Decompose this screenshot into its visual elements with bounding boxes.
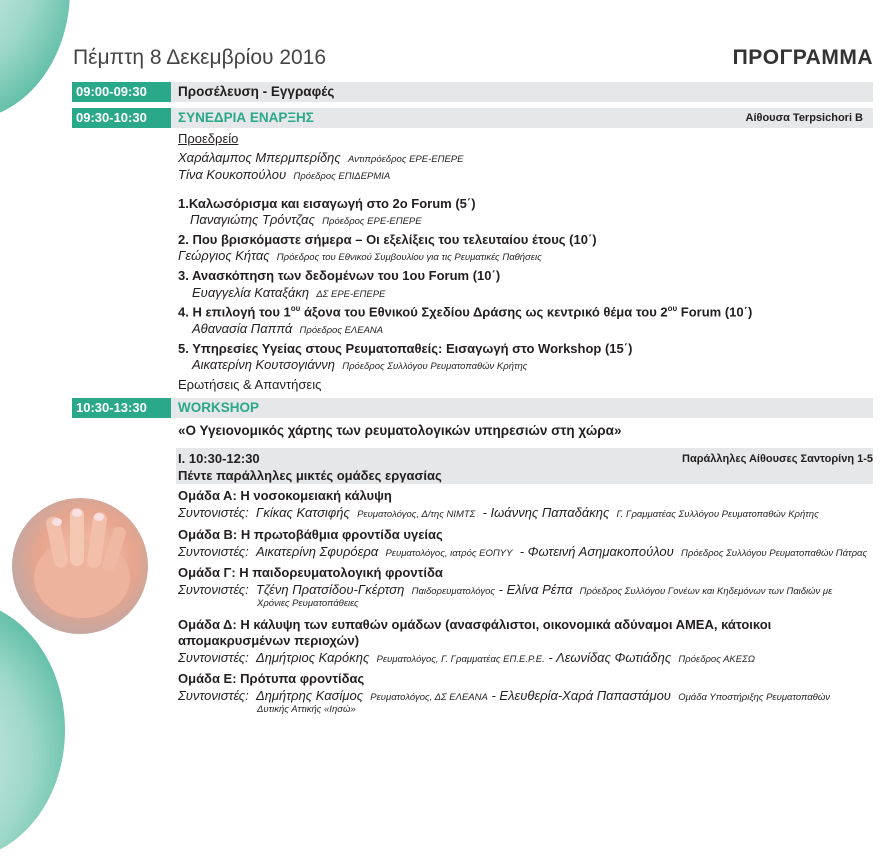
program-date: Πέμπτη 8 Δεκεμβρίου 2016 <box>73 46 327 69</box>
group-coordinators: Συντονιστές: Τζένη Πρατσίδου-Γκέρτση Παιδορευματολόγος - Ελίνα Ρέπα Πρόεδρος Συλλόγου Γονέων και Κηδεμόνων των Παιδιών με <box>178 582 833 597</box>
row-title: ΣΥΝΕΔΡΙΑ ΕΝΑΡΞΗΣ <box>178 110 314 125</box>
room-label: Αίθουσα Terpsichori B <box>745 112 863 124</box>
schedule-row <box>72 108 873 128</box>
presidium-member: Τίνα Κουκοπούλου Πρόεδρος ΕΠΙΔΕΡΜΙΑ <box>178 167 391 182</box>
group-title: Ομάδα Β: Η πρωτοβάθμια φροντίδα υγείας <box>178 527 443 542</box>
group-title: Ομάδα Α: Η νοσοκομειακή κάλυψη <box>178 488 392 503</box>
schedule-row <box>72 82 873 102</box>
presidium-label: Προεδρείο <box>178 131 239 146</box>
group-coordinator-role: Χρόνιες Ρευματοπάθειες <box>257 598 359 609</box>
time-slot: 10:30-13:30 <box>72 398 171 418</box>
group-coordinators: Συντονιστές: Γκίκας Κατσιφής Ρευματολόγος, Δ/της ΝΙΜΤΣ - Ιωάννης Παπαδάκης Γ. Γραμματέας Συλλόγου Ρευματοπαθών Κρήτης <box>178 505 819 520</box>
talk-speaker: Αθανασία Παππά Πρόεδρος ΕΛΕΑΝΑ <box>192 321 384 336</box>
talk-speaker: Παναγιώτης Τρόντζας Πρόεδρος ΕΡΕ-ΕΠΕΡΕ <box>190 212 422 227</box>
presidium-member: Χαράλαμπος Μπερμπερίδης Αντιπρόεδρος ΕΡΕ-ΕΠΕΡΕ <box>178 150 464 165</box>
decorative-arc-top <box>0 0 70 120</box>
session-description: Πέντε παράλληλες μικτές ομάδες εργασίας <box>178 468 442 483</box>
session-time: Ι. 10:30-12:30 <box>178 451 260 466</box>
talk-speaker: Γεώργιος Κήτας Πρόεδρος του Εθνικού Συμβουλίου για τις Ρευματικές Παθήσεις <box>178 248 542 263</box>
group-coordinators: Συντονιστές: Δημήτριος Καρόκης Ρευματολόγος, Γ. Γραμματέας ΕΠ.Ε.Ρ.Ε. - Λεωνίδας Φωτιάδης Πρόεδρος ΑΚΕΣΩ <box>178 650 756 665</box>
talk-title: 5. Υπηρεσίες Υγείας στους Ρευματοπαθείς: Εισαγωγή στο Workshop (15΄) <box>178 341 633 356</box>
talk-title: 2. Που βρισκόμαστε σήμερα – Οι εξελίξεις του τελευταίου έτους (10΄) <box>178 232 597 247</box>
talk-title: 3. Ανασκόπηση των δεδομένων του 1ου Forum (10΄) <box>178 268 501 283</box>
group-title-cont: απομακρυσμένων περιοχών) <box>178 633 360 648</box>
time-slot: 09:30-10:30 <box>72 108 171 128</box>
workshop-subtitle: «Ο Υγειονομικός χάρτης των ρευματολογικών υπηρεσιών στη χώρα» <box>178 423 622 438</box>
session-rooms: Παράλληλες Αίθουσες Σαντορίνη 1-5 <box>682 453 873 465</box>
talk-title: 4. Η επιλογή του $1^{o\upsilon}$ άξονα του Εθνικού Σχεδίου Δράσης ως κεντρικό θέμα του $2^{o\upsilon}$ Forum (10΄) <box>178 304 753 320</box>
talk-speaker: Αικατερίνη Κουτσογιάννη Πρόεδρος Συλλόγου Ρευματοπαθών Κρήτης <box>192 357 528 372</box>
group-title: Ομάδα Ε: Πρότυπα φροντίδας <box>178 671 365 686</box>
group-coordinators: Συντονιστές: Αικατερίνη Σφυρόερα Ρευματολόγος, ιατρός ΕΟΠΥΥ - Φωτεινή Ασημακοπούλου Πρόεδρος Συλλόγου Ρευματοπαθών Πάτρας <box>178 544 868 559</box>
group-title: Ομάδα Δ: Η κάλυψη των ευπαθών ομάδων (ανασφάλιστοι, οικονομικά αδύναμοι ΑΜΕΑ, κάτοικοι <box>178 617 772 632</box>
qa-label: Ερωτήσεις & Απαντήσεις <box>178 377 322 392</box>
row-title: WORKSHOP <box>178 400 259 415</box>
program-title: ΠΡΟΓΡΑΜΜΑ <box>732 46 873 69</box>
group-coordinator-role: Δυτικής Αττικής «Ιησώ» <box>257 704 356 715</box>
row-title: Προσέλευση - Εγγραφές <box>178 84 335 99</box>
talk-speaker: Ευαγγελία Καταξάκη ΔΣ ΕΡΕ-ΕΠΕΡΕ <box>192 285 386 300</box>
group-coordinators: Συντονιστές: Δημήτρης Κασίμος Ρευματολόγος, ΔΣ ΕΛΕΑΝΑ - Ελευθερία-Χαρά Παπαστάμου Ομάδα Υποστήριξης Ρευματοπαθών <box>178 688 830 703</box>
decorative-arc-bottom <box>0 600 65 860</box>
talk-title: 1.Καλωσόρισμα και εισαγωγή στο 2ο Forum (5΄) <box>178 196 476 211</box>
hands-photo <box>12 498 148 634</box>
group-title: Ομάδα Γ: Η παιδορευματολογική φροντίδα <box>178 565 443 580</box>
schedule-row <box>72 398 873 418</box>
time-slot: 09:00-09:30 <box>72 82 171 102</box>
